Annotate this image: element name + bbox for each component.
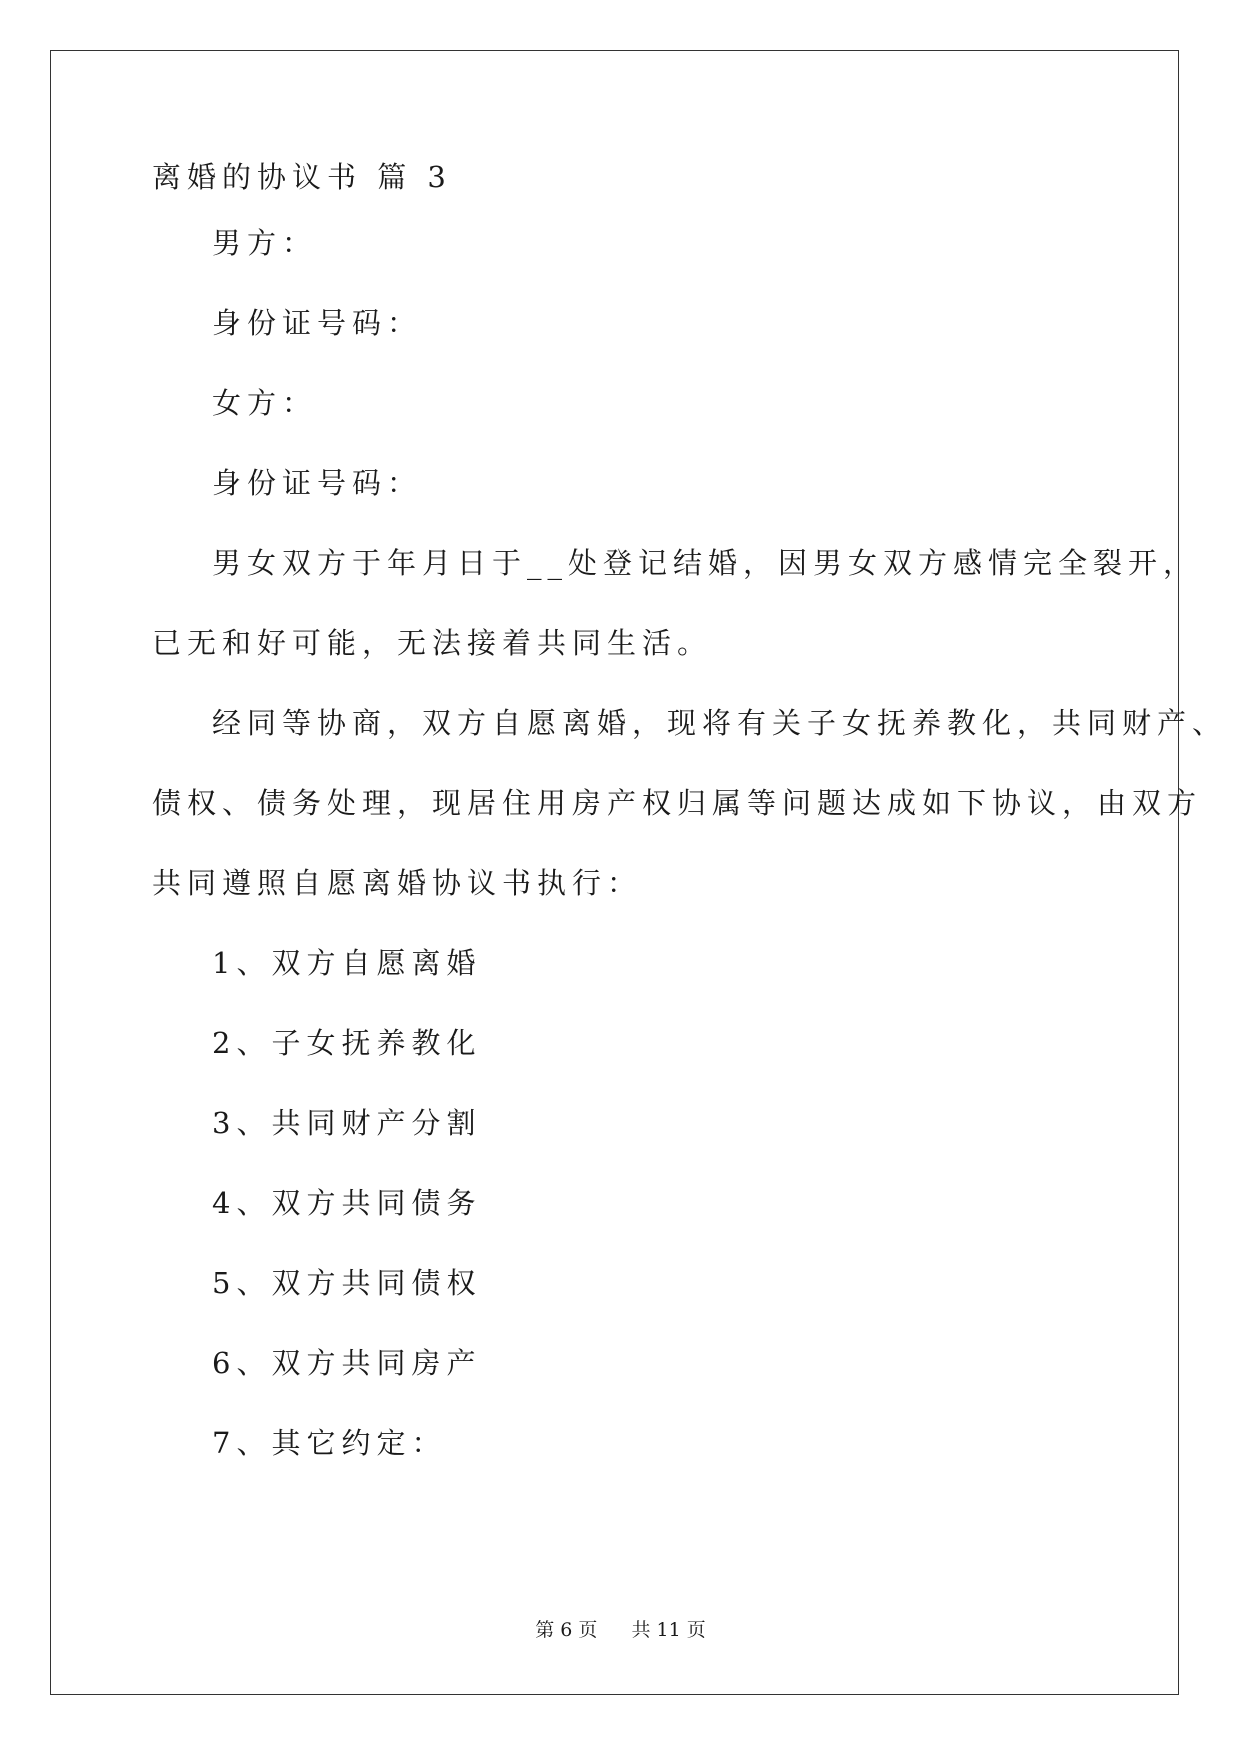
list-item: 6、双方共同房产: [212, 1346, 482, 1380]
paragraph-agreement-line-1: 经同等协商，双方自愿离婚，现将有关子女抚养教化，共同财产、: [212, 706, 1228, 740]
list-item: 1、双方自愿离婚: [212, 946, 482, 980]
paragraph-agreement-line-3: 共同遵照自愿离婚协议书执行：: [152, 866, 643, 900]
page-total: 共 11 页: [631, 1619, 706, 1641]
page-footer: [0, 1618, 1241, 1642]
paragraph-female-party: 女方：: [212, 386, 318, 420]
list-item: 4、双方共同债务: [212, 1186, 482, 1220]
list-item: 2、子女抚养教化: [212, 1026, 482, 1060]
paragraph-marriage-line-1: 男女双方于年月日于__处登记结婚，因男女双方感情完全裂开，: [212, 546, 1199, 580]
paragraph-marriage-line-2: 已无和好可能，无法接着共同生活。: [152, 626, 713, 660]
paragraph-female-id: 身份证号码：: [212, 466, 423, 500]
paragraph-male-id: 身份证号码：: [212, 306, 423, 340]
paragraph-male-party: 男方：: [212, 226, 318, 260]
document-title: 离婚的协议书 篇 3: [152, 160, 452, 194]
list-item: 7、其它约定：: [212, 1426, 447, 1460]
list-item: 3、共同财产分割: [212, 1106, 482, 1140]
page-number: 第 6 页: [535, 1619, 598, 1641]
paragraph-agreement-line-2: 债权、债务处理，现居住用房产权归属等问题达成如下协议，由双方: [152, 786, 1203, 820]
list-item: 5、双方共同债权: [212, 1266, 482, 1300]
